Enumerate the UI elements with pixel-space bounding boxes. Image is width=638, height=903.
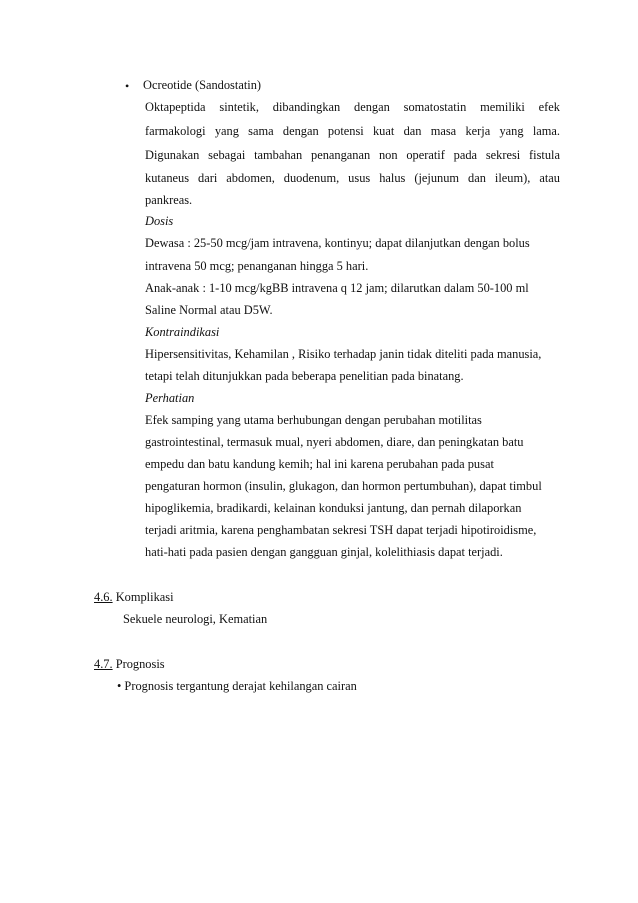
dosis-line: intravena 50 mcg; penanganan hingga 5 hari. xyxy=(145,259,369,273)
dosis-line: Anak-anak : 1-10 mcg/kgBB intravena q 12 jam; dilarutkan dalam 50-100 ml xyxy=(145,281,529,295)
perhatian-heading: Perhatian xyxy=(145,391,195,405)
kontraindikasi-line: tetapi telah ditunjukkan pada beberapa penelitian pada binatang. xyxy=(145,369,464,383)
perhatian-line: Efek samping yang utama berhubungan dengan perubahan motilitas xyxy=(145,413,482,427)
drug-name: Ocreotide (Sandostatin) xyxy=(143,78,262,92)
drug-desc-line: farmakologi yang sama dengan potensi kuat dan masa kerja yang lama. xyxy=(145,124,560,138)
perhatian-line: empedu dan batu kandung kemih; hal ini karena perubahan pada pusat xyxy=(145,457,494,471)
drug-desc-line: kutaneus dari abdomen, duodenum, usus halus (jejunum dan ileum), atau xyxy=(145,171,560,185)
section-title: Komplikasi xyxy=(115,590,174,604)
bullet-icon: • xyxy=(125,79,130,93)
perhatian-line: gastrointestinal, termasuk mual, nyeri abdomen, diare, dan peningkatan batu xyxy=(145,435,524,449)
perhatian-line: terjadi aritmia, karena penghambatan sekresi TSH dapat terjadi hipotiroidisme, xyxy=(145,523,537,537)
section-heading-prognosis xyxy=(94,657,165,672)
drug-desc-line: pankreas. xyxy=(145,193,193,207)
section-title: Prognosis xyxy=(115,657,165,671)
kontraindikasi-heading: Kontraindikasi xyxy=(145,325,220,339)
prognosis-bullet-item: • Prognosis tergantung derajat kehilangan cairan xyxy=(117,679,357,693)
dosis-line: Dewasa : 25-50 mcg/jam intravena, kontinyu; dapat dilanjutkan dengan bolus xyxy=(145,236,530,250)
drug-desc-line: Oktapeptida sintetik, dibandingkan dengan somatostatin memiliki efek xyxy=(145,100,560,114)
dosis-heading: Dosis xyxy=(145,214,174,228)
komplikasi-content: Sekuele neurologi, Kematian xyxy=(123,612,268,626)
section-heading-komplikasi xyxy=(94,590,174,605)
kontraindikasi-line: Hipersensitivitas, Kehamilan , Risiko terhadap janin tidak diteliti pada manusia, xyxy=(145,347,542,361)
perhatian-line: hati-hati pada pasien dengan gangguan ginjal, kolelithiasis dapat terjadi. xyxy=(145,545,503,559)
perhatian-line: pengaturan hormon (insulin, glukagon, dan hormon pertumbuhan), dapat timbul xyxy=(145,479,542,493)
drug-desc-line: Digunakan sebagai tambahan penanganan non operatif pada sekresi fistula xyxy=(145,148,560,162)
dosis-line: Saline Normal atau D5W. xyxy=(145,303,273,317)
section-number: 4.6. xyxy=(94,590,113,604)
section-number: 4.7. xyxy=(94,657,113,671)
perhatian-line: hipoglikemia, bradikardi, kelainan konduksi jantung, dan pernah dilaporkan xyxy=(145,501,522,515)
